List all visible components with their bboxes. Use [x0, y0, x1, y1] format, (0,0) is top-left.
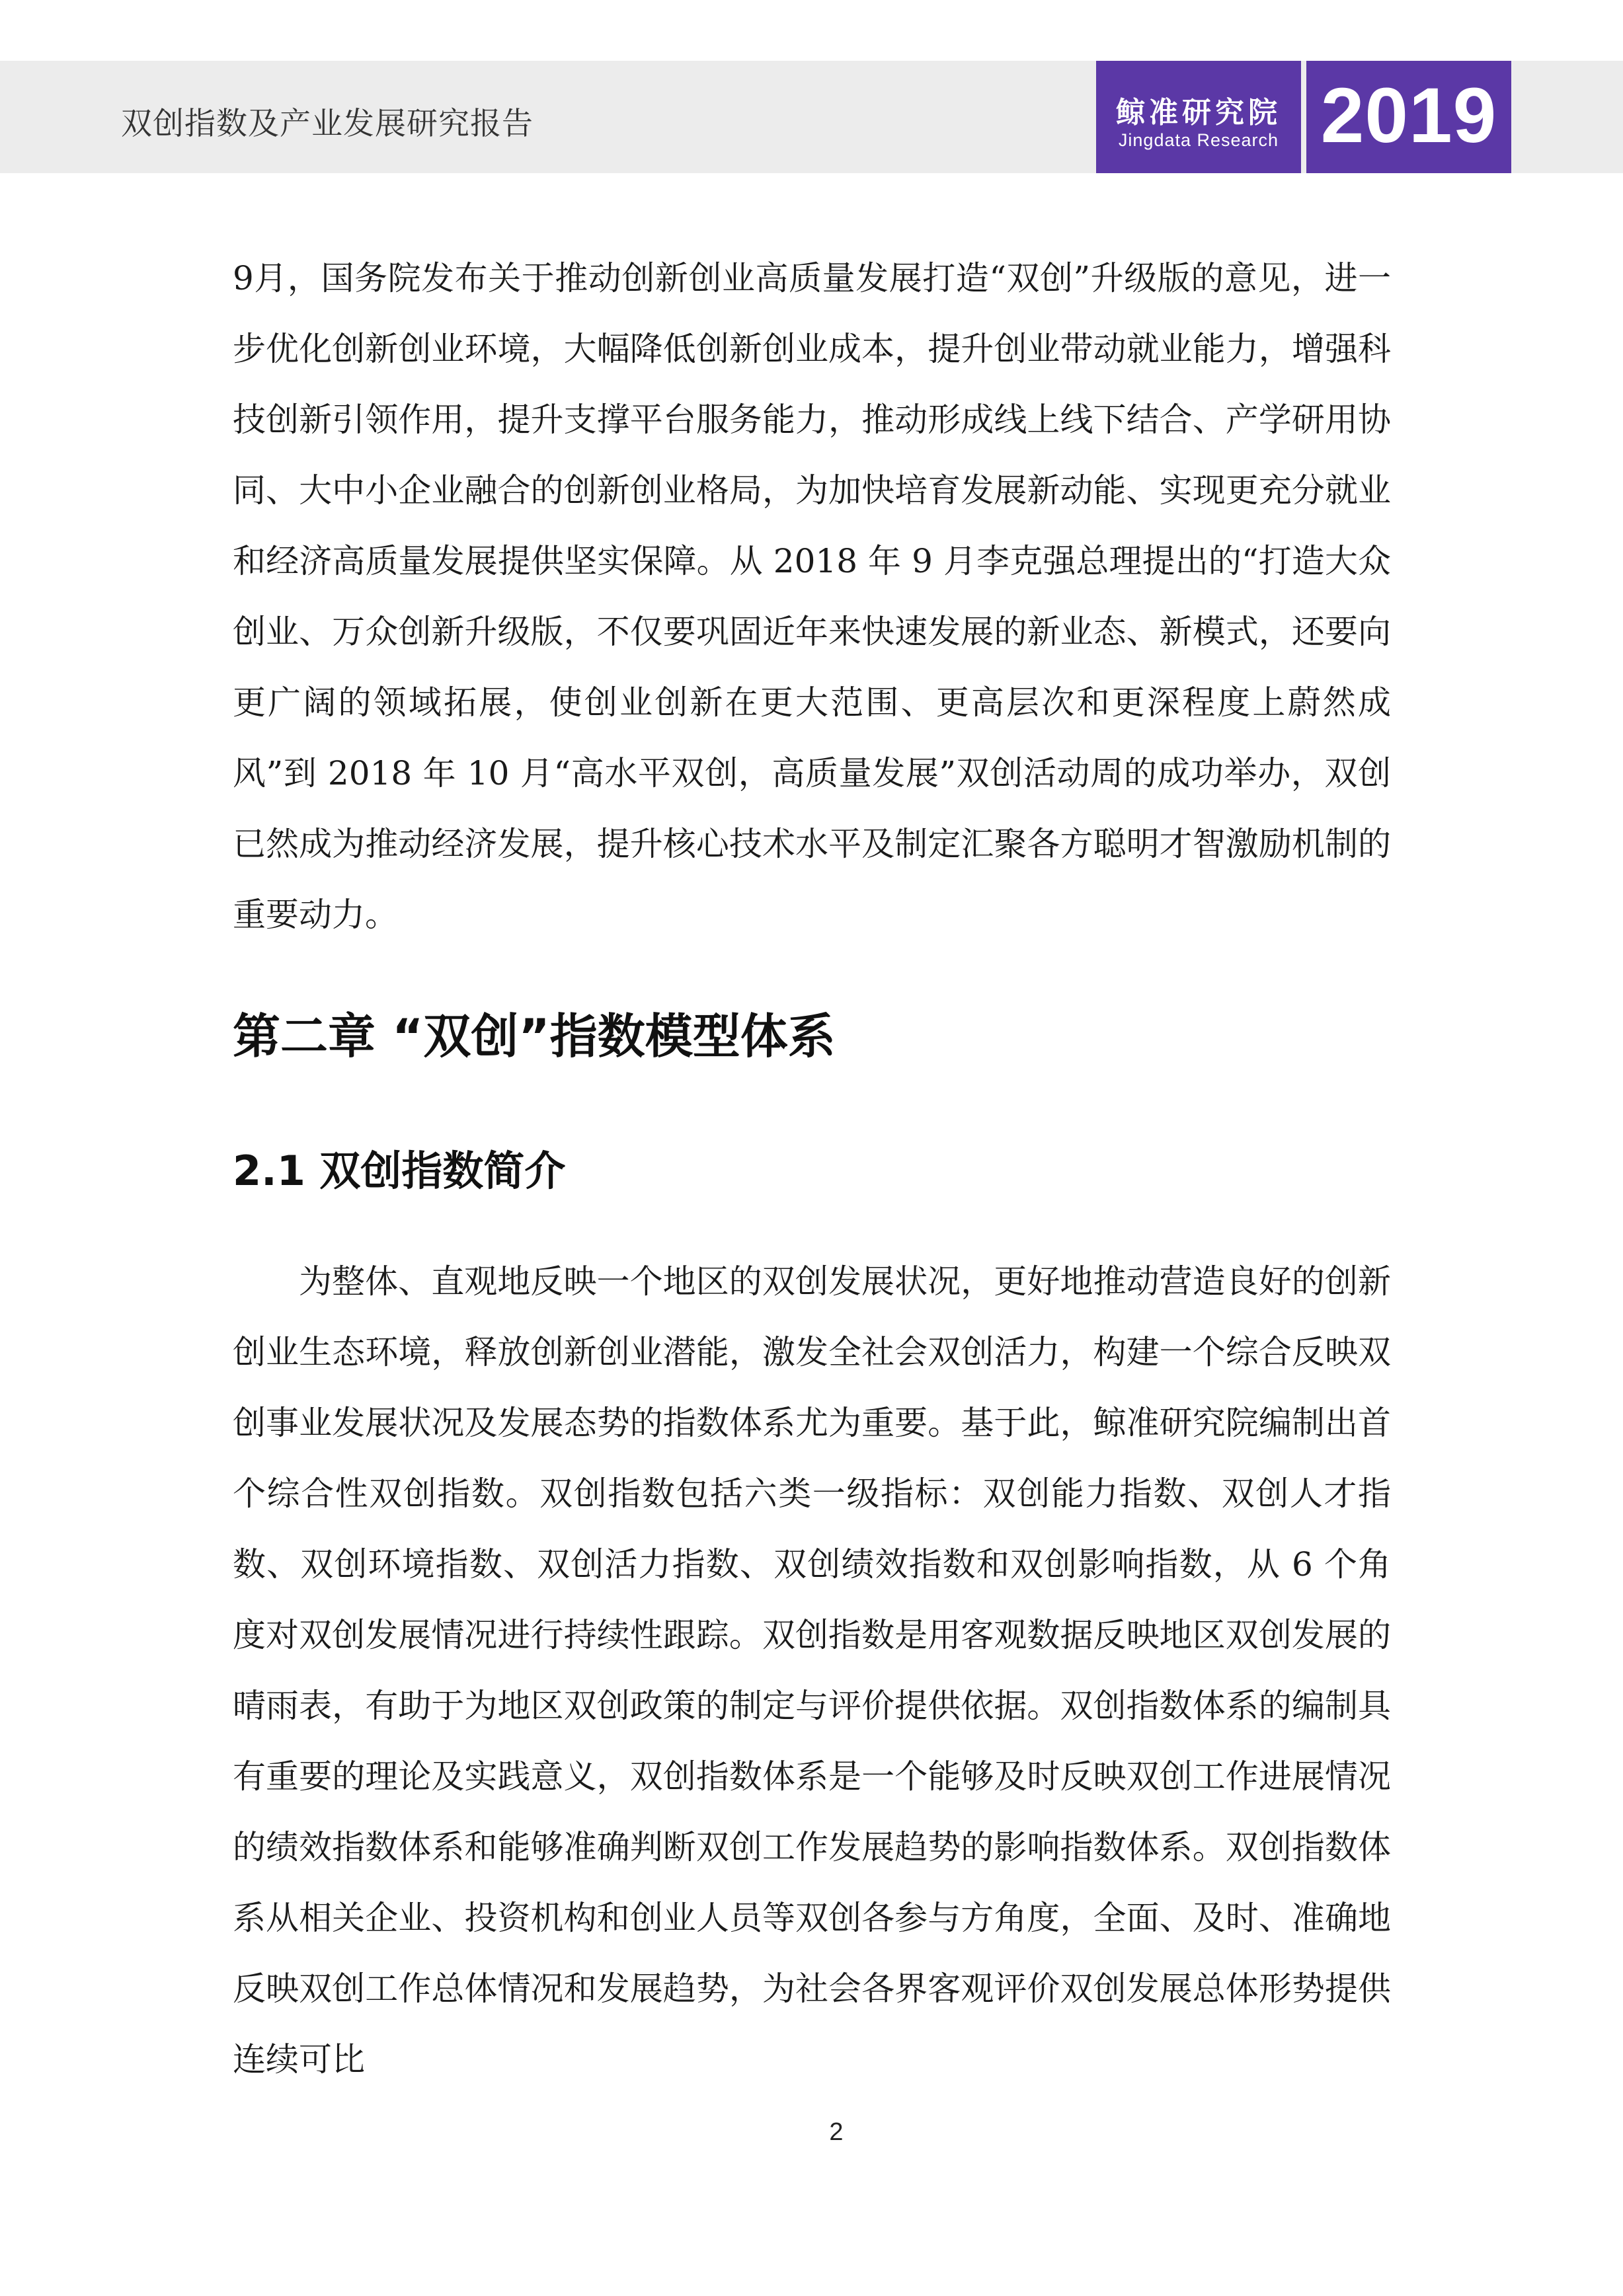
brand-name-cn: 鲸准研究院: [1116, 96, 1281, 130]
paragraph-intro: 9月，国务院发布关于推动创新创业高质量发展打造“双创”升级版的意见，进一步优化创新创业环境，大幅降低创新创业成本，提升创业带动就业能力，增强科技创新引领作用，提升支撑平台服务能力，推动形成线上线下结合、产学研用协同、大中小企业融合的创新创业格局，为加快培育发展新动能、实现更充分就业和经济高质量发展提供坚实保障。从 2018 年 9 月李克强总理提出的“打造大众创业、万众创新升级版，不仅要巩固近年来快速发展的新业态、新模式，还要向更广阔的领域拓展，使创业创新在更大范围、更高层次和更深程度上蔚然成风”到 2018 年 10 月“高水平双创，高质量发展”双创活动周的成功举办，双创已然成为推动经济发展，提升核心技术水平及制定汇聚各方聪明才智激励机制的重要动力。: [233, 259, 1391, 934]
page-number: 2: [829, 2118, 844, 2146]
year-badge: [1306, 61, 1511, 173]
brand-logo-box: [1096, 61, 1301, 173]
brand-name-en: Jingdata Research: [1118, 130, 1279, 150]
paragraph-section: 为整体、直观地反映一个地区的双创发展状况，更好地推动营造良好的创新创业生态环境，释放创新创业潜能，激发全社会双创活力，构建一个综合反映双创事业发展状况及发展态势的指数体系尤为重要。基于此，鲸准研究院编制出首个综合性双创指数。双创指数包括六类一级指标：双创能力指数、双创人才指数、双创环境指数、双创活力指数、双创绩效指数和双创影响指数，从 6 个角度对双创发展情况进行持续性跟踪。双创指数是用客观数据反映地区双创发展的晴雨表，有助于为地区双创政策的制定与评价提供依据。双创指数体系的编制具有重要的理论及实践意义，双创指数体系是一个能够及时反映双创工作进展情况的绩效指数体系和能够准确判断双创工作发展趋势的影响指数体系。双创指数体系从相关企业、投资机构和创业人员等双创各参与方角度，全面、及时、准确地反映双创工作总体情况和发展趋势，为社会各界客观评价双创发展总体形势提供连续可比: [233, 1262, 1391, 2079]
report-title: 双创指数及产业发展研究报告: [121, 106, 534, 142]
section-title: 2.1 双创指数简介: [233, 1147, 566, 1195]
year-text: 2019: [1320, 72, 1497, 159]
chapter-title: 第二章 “双创”指数模型体系: [233, 1009, 836, 1064]
